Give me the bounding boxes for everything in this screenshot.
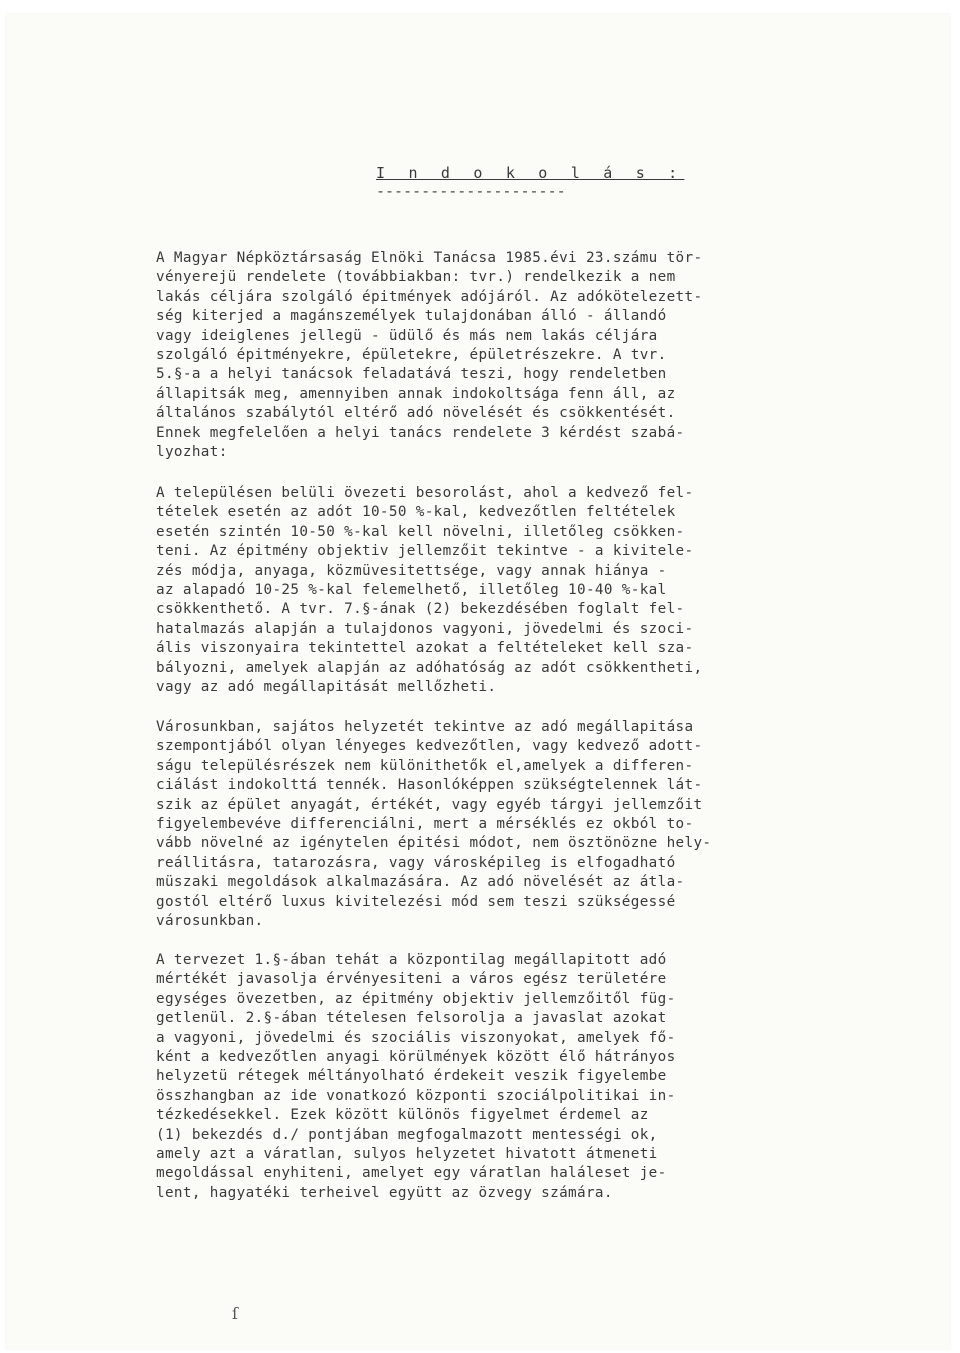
text-line: csökkenthető. A tvr. 7.§-ának (2) bekezdésében foglalt fel- xyxy=(156,601,685,618)
handwritten-mark: ſ xyxy=(232,1304,238,1323)
text-line: szolgáló épitményekre, épületekre, épületrészekre. A tvr. xyxy=(156,346,667,363)
text-line: ális viszonyaira tekintettel azokat a feltételeket kell sza- xyxy=(156,640,694,657)
document-title: I n d o k o l á s : xyxy=(376,164,685,182)
text-line: lyozhat: xyxy=(156,443,228,460)
text-line: Ennek megfelelően a helyi tanács rendelete 3 kérdést szabá- xyxy=(156,424,685,441)
text-line: getlenül. 2.§-ában tételesen felsorolja a javaslat azokat xyxy=(156,1010,667,1027)
text-line: amely azt a váratlan, sulyos helyzetet hivatott átmeneti xyxy=(156,1145,658,1162)
text-line: (1) bekezdés d./ pontjában megfogalmazott mentességi ok, xyxy=(156,1126,658,1143)
text-line: a vagyoni, jövedelmi és szociális viszonyokat, amelyek fő- xyxy=(156,1029,676,1046)
text-line: vényerejü rendelete (továbbiakban: tvr.) rendelkezik a nem xyxy=(156,269,676,286)
paragraph-intro xyxy=(156,249,876,462)
text-line: az alapadó 10-25 %-kal felemelhető, illetőleg 10-40 %-kal xyxy=(156,581,667,598)
text-line: lakás céljára szolgáló épitmények adójáról. Az adókötelezett- xyxy=(156,288,703,305)
text-line: általános szabálytól eltérő adó növelését és csökkentését. xyxy=(156,405,676,422)
text-line: állapitsák meg, amennyiben annak indokoltsága fenn áll, az xyxy=(156,385,676,402)
text-line: ség kiterjed a magánszemélyek tulajdonában álló - állandó xyxy=(156,308,667,325)
text-line: figyelembevéve differenciálni, mert a mérséklés ez okból to- xyxy=(156,815,694,832)
paragraph-zoning xyxy=(156,484,876,697)
text-line: egységes övezetben, az épitmény objektiv jellemzőitől füg- xyxy=(156,990,676,1007)
text-line: tézkedésekkel. Ezek között különös figyelmet érdemel az xyxy=(156,1107,649,1124)
text-line: szik az épület anyagát, értékét, vagy egyéb tárgyi jellemzőit xyxy=(156,796,703,813)
text-line: esetén szintén 10-50 %-kal kell növelni, illetőleg csökken- xyxy=(156,523,685,540)
paragraph-city-situation xyxy=(156,718,876,931)
text-line: helyzetü rétegek méltányolható érdekeit veszik figyelembe xyxy=(156,1068,667,1085)
text-line: városunkban. xyxy=(156,912,264,929)
text-line: szempontjából olyan lényeges kedvezőtlen, vagy kedvező adott- xyxy=(156,738,703,755)
text-line: 5.§-a a helyi tanácsok feladatává teszi, hogy rendeletben xyxy=(156,366,667,383)
text-line: összhangban az ide vonatkozó központi szociálpolitikai in- xyxy=(156,1087,676,1104)
document-page xyxy=(6,14,950,1349)
text-line: mértékét javasolja érvényesiteni a város egész területére xyxy=(156,971,667,988)
text-line: megoldással enyhiteni, amelyet egy váratlan haláleset je- xyxy=(156,1165,667,1182)
text-line: bályozni, amelyek alapján az adóhatóság az adót csökkentheti, xyxy=(156,659,703,676)
paragraph-draft-proposal xyxy=(156,951,876,1203)
text-line: teni. Az épitmény objektiv jellemzőit tekintve - a kivitele- xyxy=(156,543,694,560)
text-line: vagy az adó megállapitását mellőzheti. xyxy=(156,678,497,695)
text-line: vább növelné az igénytelen épitési módot, nem ösztönözne hely- xyxy=(156,835,712,852)
text-line: A Magyar Népköztársaság Elnöki Tanácsa 1985.évi 23.számu tör- xyxy=(156,250,703,266)
text-line: A tervezet 1.§-ában tehát a központilag megállapitott adó xyxy=(156,952,667,968)
text-line: müszaki megoldások alkalmazására. Az adó növelését az átla- xyxy=(156,874,685,891)
text-line: zés módja, anyaga, közmüvesitettsége, vagy annak hiánya - xyxy=(156,562,667,579)
text-line: tételek esetén az adót 10-50 %-kal, kedvezőtlen feltételek xyxy=(156,504,676,521)
text-line: ságu településrészek nem különithetők el,amelyek a differen- xyxy=(156,757,694,774)
text-line: reállitásra, tatarozásra, vagy városképileg is elfogadható xyxy=(156,854,676,871)
text-line: A településen belüli övezeti besorolást, ahol a kedvező fel- xyxy=(156,485,694,501)
text-line: ciálást indokolttá tennék. Hasonlóképpen szükségtelennek lát- xyxy=(156,777,703,794)
text-line: lent, hagyatéki terheivel együtt az özvegy számára. xyxy=(156,1184,613,1201)
title-underline: --------------------- xyxy=(376,182,566,200)
text-line: gostól eltérő luxus kivitelezési mód sem teszi szükségessé xyxy=(156,893,676,910)
text-line: vagy ideiglenes jellegü - üdülő és más nem lakás céljára xyxy=(156,327,658,344)
text-line: Városunkban, sajátos helyzetét tekintve az adó megállapitása xyxy=(156,719,694,735)
text-line: ként a kedvezőtlen anyagi körülmények között élő hátrányos xyxy=(156,1048,676,1065)
text-line: hatalmazás alapján a tulajdonos vagyoni, jövedelmi és szoci- xyxy=(156,620,694,637)
